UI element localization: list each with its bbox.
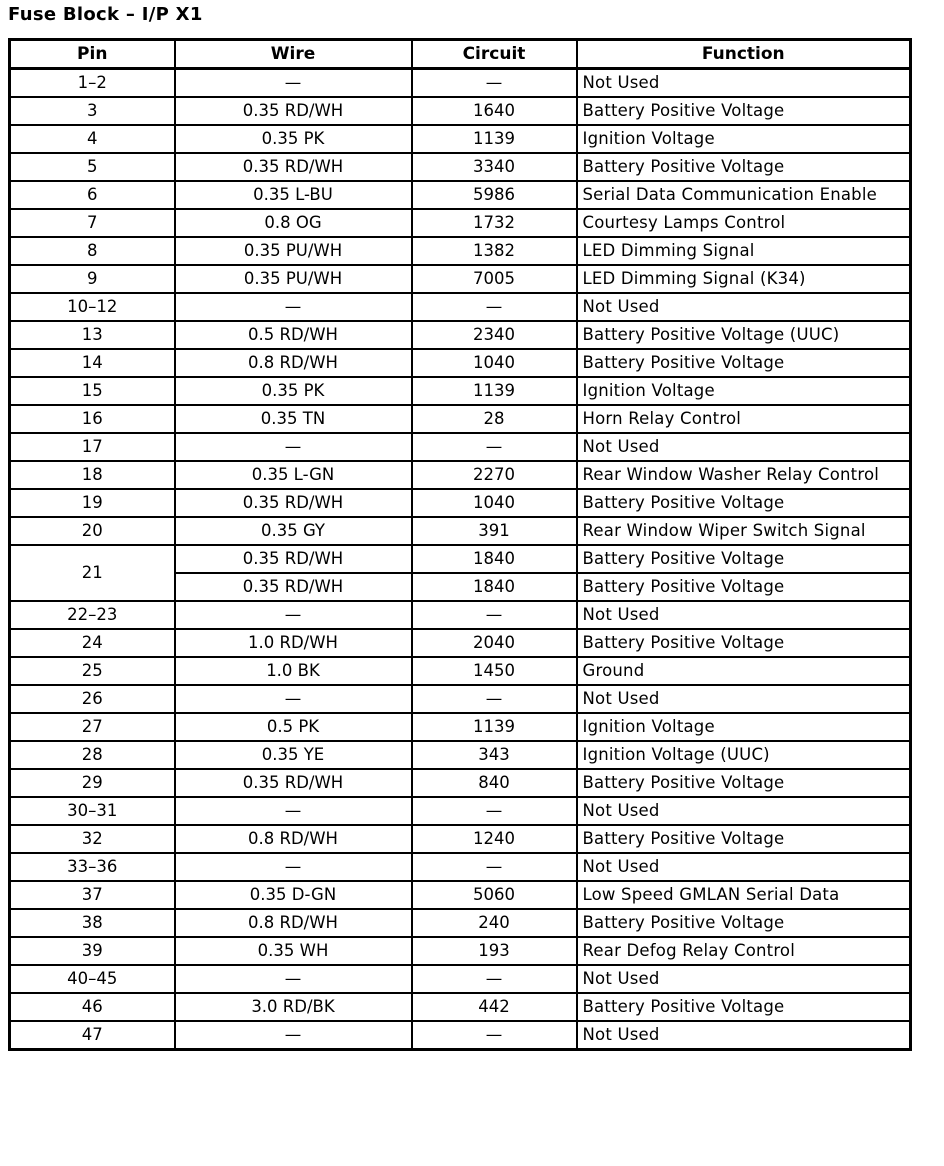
pin-cell: 22–23 xyxy=(10,601,175,629)
pin-cell: 21 xyxy=(10,545,175,601)
table-row xyxy=(10,965,911,993)
table-row xyxy=(10,937,911,965)
function-cell: Horn Relay Control xyxy=(577,405,911,433)
table-row xyxy=(10,181,911,209)
pin-cell: 15 xyxy=(10,377,175,405)
wire-cell: — xyxy=(175,1021,412,1050)
wire-cell: — xyxy=(175,293,412,321)
header-pin: Pin xyxy=(10,40,175,69)
circuit-cell: — xyxy=(412,685,577,713)
circuit-cell: 442 xyxy=(412,993,577,1021)
circuit-cell: 1139 xyxy=(412,377,577,405)
pin-cell: 5 xyxy=(10,153,175,181)
function-cell: LED Dimming Signal xyxy=(577,237,911,265)
header-circuit: Circuit xyxy=(412,40,577,69)
circuit-cell: 28 xyxy=(412,405,577,433)
wire-cell: — xyxy=(175,69,412,98)
wire-cell: 0.35 WH xyxy=(175,937,412,965)
circuit-cell: 2270 xyxy=(412,461,577,489)
table-row xyxy=(10,153,911,181)
wire-cell: 1.0 BK xyxy=(175,657,412,685)
wire-cell: 0.35 TN xyxy=(175,405,412,433)
header-function: Function xyxy=(577,40,911,69)
wire-cell: 0.35 RD/WH xyxy=(175,573,412,601)
function-cell: LED Dimming Signal (K34) xyxy=(577,265,911,293)
function-cell: Battery Positive Voltage xyxy=(577,909,911,937)
table-row xyxy=(10,321,911,349)
pin-cell: 7 xyxy=(10,209,175,237)
circuit-cell: 1840 xyxy=(412,545,577,573)
pin-cell: 9 xyxy=(10,265,175,293)
function-cell: Courtesy Lamps Control xyxy=(577,209,911,237)
function-cell: Battery Positive Voltage xyxy=(577,349,911,377)
circuit-cell: — xyxy=(412,965,577,993)
table-row xyxy=(10,349,911,377)
pin-cell: 13 xyxy=(10,321,175,349)
wire-cell: 0.35 L-GN xyxy=(175,461,412,489)
circuit-cell: 2340 xyxy=(412,321,577,349)
table-body xyxy=(10,69,911,1050)
table-row xyxy=(10,993,911,1021)
function-cell: Not Used xyxy=(577,965,911,993)
pin-cell: 3 xyxy=(10,97,175,125)
circuit-cell: 1240 xyxy=(412,825,577,853)
wire-cell: 0.8 RD/WH xyxy=(175,909,412,937)
table-row xyxy=(10,209,911,237)
wire-cell: 0.5 PK xyxy=(175,713,412,741)
pin-cell: 25 xyxy=(10,657,175,685)
circuit-cell: 1139 xyxy=(412,125,577,153)
table-row xyxy=(10,685,911,713)
function-cell: Ignition Voltage (UUC) xyxy=(577,741,911,769)
function-cell: Ground xyxy=(577,657,911,685)
circuit-cell: 1732 xyxy=(412,209,577,237)
wire-cell: 0.35 GY xyxy=(175,517,412,545)
pin-cell: 47 xyxy=(10,1021,175,1050)
wire-cell: 1.0 RD/WH xyxy=(175,629,412,657)
circuit-cell: 3340 xyxy=(412,153,577,181)
table-row xyxy=(10,433,911,461)
function-cell: Not Used xyxy=(577,797,911,825)
pin-cell: 20 xyxy=(10,517,175,545)
table-row xyxy=(10,825,911,853)
function-cell: Battery Positive Voltage xyxy=(577,573,911,601)
wire-cell: — xyxy=(175,685,412,713)
function-cell: Battery Positive Voltage xyxy=(577,545,911,573)
circuit-cell: 1040 xyxy=(412,349,577,377)
wire-cell: 0.35 RD/WH xyxy=(175,489,412,517)
table-row xyxy=(10,909,911,937)
function-cell: Battery Positive Voltage xyxy=(577,993,911,1021)
wire-cell: 0.35 PK xyxy=(175,125,412,153)
function-cell: Serial Data Communication Enable xyxy=(577,181,911,209)
function-cell: Low Speed GMLAN Serial Data xyxy=(577,881,911,909)
table-row xyxy=(10,601,911,629)
wire-cell: 0.35 YE xyxy=(175,741,412,769)
pin-cell: 40–45 xyxy=(10,965,175,993)
circuit-cell: 391 xyxy=(412,517,577,545)
circuit-cell: 1640 xyxy=(412,97,577,125)
wire-cell: 0.35 RD/WH xyxy=(175,153,412,181)
function-cell: Not Used xyxy=(577,433,911,461)
function-cell: Not Used xyxy=(577,601,911,629)
wire-cell: 0.35 RD/WH xyxy=(175,769,412,797)
table-row xyxy=(10,657,911,685)
pin-cell: 33–36 xyxy=(10,853,175,881)
pin-cell: 1–2 xyxy=(10,69,175,98)
wire-cell: 0.35 RD/WH xyxy=(175,97,412,125)
pin-cell: 39 xyxy=(10,937,175,965)
table-row xyxy=(10,629,911,657)
circuit-cell: 240 xyxy=(412,909,577,937)
table-row xyxy=(10,69,911,98)
circuit-cell: 840 xyxy=(412,769,577,797)
wire-cell: 0.35 PK xyxy=(175,377,412,405)
table-row xyxy=(10,853,911,881)
circuit-cell: 2040 xyxy=(412,629,577,657)
header-wire: Wire xyxy=(175,40,412,69)
wire-cell: — xyxy=(175,433,412,461)
function-cell: Ignition Voltage xyxy=(577,713,911,741)
pin-cell: 16 xyxy=(10,405,175,433)
table-row xyxy=(10,377,911,405)
circuit-cell: 193 xyxy=(412,937,577,965)
function-cell: Battery Positive Voltage xyxy=(577,629,911,657)
function-cell: Not Used xyxy=(577,1021,911,1050)
circuit-cell: 1382 xyxy=(412,237,577,265)
circuit-cell: 1840 xyxy=(412,573,577,601)
function-cell: Not Used xyxy=(577,69,911,98)
circuit-cell: 343 xyxy=(412,741,577,769)
wire-cell: — xyxy=(175,965,412,993)
wire-cell: 0.5 RD/WH xyxy=(175,321,412,349)
wire-cell: 0.8 RD/WH xyxy=(175,349,412,377)
wire-cell: 0.35 PU/WH xyxy=(175,237,412,265)
function-cell: Battery Positive Voltage xyxy=(577,489,911,517)
function-cell: Ignition Voltage xyxy=(577,125,911,153)
function-cell: Not Used xyxy=(577,685,911,713)
pin-cell: 29 xyxy=(10,769,175,797)
wire-cell: 0.35 RD/WH xyxy=(175,545,412,573)
table-row xyxy=(10,713,911,741)
pin-cell: 46 xyxy=(10,993,175,1021)
function-cell: Battery Positive Voltage xyxy=(577,825,911,853)
circuit-cell: 7005 xyxy=(412,265,577,293)
table-header-row xyxy=(10,40,911,69)
pin-cell: 28 xyxy=(10,741,175,769)
circuit-cell: 5986 xyxy=(412,181,577,209)
table-row xyxy=(10,545,911,573)
table-row xyxy=(10,405,911,433)
function-cell: Not Used xyxy=(577,293,911,321)
pin-cell: 24 xyxy=(10,629,175,657)
table-row xyxy=(10,741,911,769)
wire-cell: 0.8 RD/WH xyxy=(175,825,412,853)
circuit-cell: — xyxy=(412,601,577,629)
table-row xyxy=(10,265,911,293)
function-cell: Rear Defog Relay Control xyxy=(577,937,911,965)
function-cell: Battery Positive Voltage xyxy=(577,97,911,125)
table-row xyxy=(10,461,911,489)
function-cell: Rear Window Wiper Switch Signal xyxy=(577,517,911,545)
circuit-cell: 5060 xyxy=(412,881,577,909)
pin-cell: 18 xyxy=(10,461,175,489)
wire-cell: 3.0 RD/BK xyxy=(175,993,412,1021)
pin-cell: 32 xyxy=(10,825,175,853)
circuit-cell: — xyxy=(412,69,577,98)
table-row xyxy=(10,125,911,153)
function-cell: Rear Window Washer Relay Control xyxy=(577,461,911,489)
wire-cell: 0.35 D-GN xyxy=(175,881,412,909)
function-cell: Battery Positive Voltage xyxy=(577,153,911,181)
table-row xyxy=(10,237,911,265)
wire-cell: 0.35 PU/WH xyxy=(175,265,412,293)
page-title: Fuse Block – I/P X1 xyxy=(8,4,203,25)
pin-cell: 6 xyxy=(10,181,175,209)
function-cell: Battery Positive Voltage xyxy=(577,769,911,797)
table-row xyxy=(10,97,911,125)
pin-cell: 14 xyxy=(10,349,175,377)
table-row xyxy=(10,293,911,321)
pinout-table xyxy=(8,38,912,1051)
table-row xyxy=(10,1021,911,1050)
pin-cell: 4 xyxy=(10,125,175,153)
circuit-cell: 1139 xyxy=(412,713,577,741)
wire-cell: 0.8 OG xyxy=(175,209,412,237)
pin-cell: 8 xyxy=(10,237,175,265)
pin-cell: 17 xyxy=(10,433,175,461)
table-row xyxy=(10,881,911,909)
table-row xyxy=(10,769,911,797)
wire-cell: 0.35 L-BU xyxy=(175,181,412,209)
wire-cell: — xyxy=(175,853,412,881)
table-row xyxy=(10,797,911,825)
circuit-cell: 1040 xyxy=(412,489,577,517)
pin-cell: 10–12 xyxy=(10,293,175,321)
pin-cell: 26 xyxy=(10,685,175,713)
pin-cell: 19 xyxy=(10,489,175,517)
function-cell: Battery Positive Voltage (UUC) xyxy=(577,321,911,349)
pin-cell: 30–31 xyxy=(10,797,175,825)
table-row xyxy=(10,517,911,545)
pin-cell: 27 xyxy=(10,713,175,741)
circuit-cell: — xyxy=(412,433,577,461)
function-cell: Not Used xyxy=(577,853,911,881)
pin-cell: 37 xyxy=(10,881,175,909)
circuit-cell: — xyxy=(412,797,577,825)
pin-cell: 38 xyxy=(10,909,175,937)
circuit-cell: — xyxy=(412,1021,577,1050)
function-cell: Ignition Voltage xyxy=(577,377,911,405)
circuit-cell: — xyxy=(412,293,577,321)
wire-cell: — xyxy=(175,601,412,629)
table-row xyxy=(10,489,911,517)
wire-cell: — xyxy=(175,797,412,825)
circuit-cell: — xyxy=(412,853,577,881)
circuit-cell: 1450 xyxy=(412,657,577,685)
